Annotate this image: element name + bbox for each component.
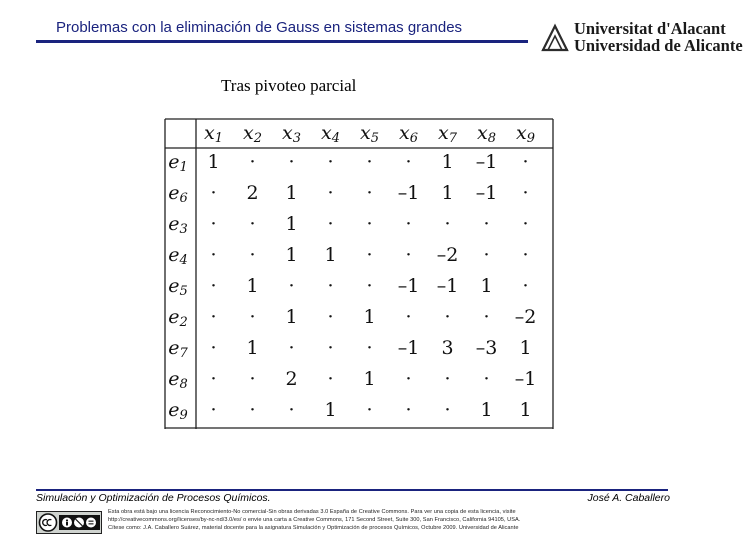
footer-divider bbox=[36, 489, 668, 491]
matrix-cell: –2 bbox=[514, 306, 537, 328]
matrix-cell: · bbox=[249, 244, 256, 266]
matrix-cell: · bbox=[210, 368, 217, 390]
matrix-cell: · bbox=[288, 399, 295, 421]
matrix-cell: · bbox=[444, 306, 451, 328]
row-label-e7: $e_7$ bbox=[168, 337, 188, 361]
matrix-cell: –1 bbox=[397, 275, 420, 297]
matrix-cell: 1 bbox=[363, 306, 376, 328]
matrix-cell: · bbox=[522, 213, 529, 235]
row-label-e2: $e_2$ bbox=[168, 306, 188, 330]
matrix-cell: 1 bbox=[441, 182, 454, 204]
footer-author: José A. Caballero bbox=[587, 492, 670, 504]
license-line: http://creativecommons.org/licenses/by-nc-nd/3.0/es/ o envie una carta a Creative Commons, 171 Second Street, Suite 300, San Francisco, California 94105, USA. bbox=[108, 517, 521, 523]
matrix-cell: · bbox=[327, 337, 334, 359]
matrix-cell: · bbox=[210, 275, 217, 297]
matrix-cell: · bbox=[444, 368, 451, 390]
matrix-cell: · bbox=[444, 213, 451, 235]
matrix-cell: · bbox=[405, 213, 412, 235]
row-label-e9: $e_9$ bbox=[168, 399, 188, 423]
matrix-cell: · bbox=[249, 306, 256, 328]
matrix-cell: · bbox=[327, 275, 334, 297]
row-label-e6: $e_6$ bbox=[168, 182, 188, 206]
university-emblem-icon bbox=[540, 20, 570, 54]
matrix-cell: · bbox=[210, 213, 217, 235]
license-notice bbox=[108, 508, 688, 532]
column-header-x9: $x_9$ bbox=[516, 122, 535, 146]
matrix-cell: 3 bbox=[441, 337, 454, 359]
matrix-cell: 2 bbox=[285, 368, 298, 390]
column-header-x5: $x_5$ bbox=[360, 122, 379, 146]
logo-text-spanish: Universidad de Alicante bbox=[574, 36, 743, 55]
matrix-cell: · bbox=[522, 275, 529, 297]
column-header-x6: $x_6$ bbox=[399, 122, 418, 146]
header-divider bbox=[36, 40, 528, 43]
matrix-cell: 1 bbox=[285, 244, 298, 266]
matrix-cell: · bbox=[366, 399, 373, 421]
matrix-cell: · bbox=[249, 151, 256, 173]
matrix-cell: 1 bbox=[441, 151, 454, 173]
matrix-cell: · bbox=[288, 151, 295, 173]
footer-course-name: Simulación y Optimización de Procesos Químicos. bbox=[36, 492, 271, 504]
matrix-cell: · bbox=[366, 244, 373, 266]
matrix-cell: · bbox=[288, 337, 295, 359]
matrix-cell: · bbox=[405, 244, 412, 266]
row-label-e5: $e_5$ bbox=[168, 275, 188, 299]
matrix-cell: · bbox=[327, 368, 334, 390]
matrix-cell: –2 bbox=[436, 244, 459, 266]
matrix-cell: · bbox=[249, 399, 256, 421]
matrix-cell: · bbox=[210, 399, 217, 421]
row-label-e3: $e_3$ bbox=[168, 213, 188, 237]
matrix-cell: –1 bbox=[436, 275, 459, 297]
matrix-cell: –1 bbox=[514, 368, 537, 390]
column-header-x2: $x_2$ bbox=[243, 122, 262, 146]
matrix-cell: · bbox=[249, 368, 256, 390]
matrix-cell: –3 bbox=[475, 337, 498, 359]
matrix-cell: · bbox=[483, 306, 490, 328]
matrix-cell: 1 bbox=[519, 399, 532, 421]
license-line: Cítese como: J.A. Caballero Suárez, material docente para la asignatura Simulación y Optimización de procesos Químicos, Octubre 2009. Universidad de Alicante bbox=[108, 525, 519, 531]
matrix-cell: · bbox=[483, 213, 490, 235]
matrix-cell: 1 bbox=[285, 182, 298, 204]
matrix-cell: 1 bbox=[519, 337, 532, 359]
column-header-x3: $x_3$ bbox=[282, 122, 301, 146]
logo-text-valencian: Universitat d'Alacant bbox=[574, 19, 726, 38]
matrix-cell: · bbox=[405, 151, 412, 173]
incidence-matrix bbox=[164, 119, 554, 429]
matrix-cell: 1 bbox=[285, 213, 298, 235]
matrix-cell: · bbox=[444, 399, 451, 421]
matrix-cell: –1 bbox=[397, 182, 420, 204]
matrix-cell: · bbox=[210, 306, 217, 328]
matrix-cell: –1 bbox=[475, 151, 498, 173]
matrix-cell: 1 bbox=[363, 368, 376, 390]
matrix-cell: 1 bbox=[480, 275, 493, 297]
matrix-cell: · bbox=[366, 182, 373, 204]
matrix-cell: · bbox=[366, 337, 373, 359]
matrix-cell: · bbox=[288, 275, 295, 297]
column-header-x1: $x_1$ bbox=[204, 122, 223, 146]
matrix-cell: · bbox=[522, 151, 529, 173]
column-header-x4: $x_4$ bbox=[321, 122, 340, 146]
matrix-cell: –1 bbox=[397, 337, 420, 359]
matrix-cell: 1 bbox=[285, 306, 298, 328]
university-logo bbox=[540, 19, 743, 55]
matrix-cell: · bbox=[210, 182, 217, 204]
creative-commons-icon bbox=[36, 511, 102, 534]
matrix-cell: · bbox=[327, 306, 334, 328]
license-line: Esta obra está bajo una licencia Reconocimiento-No comercial-Sin obras derivadas 3.0 España de Creative Commons. Para ver una copia de esta licencia, visite bbox=[108, 509, 516, 515]
matrix-cell: · bbox=[249, 213, 256, 235]
matrix-cell: · bbox=[366, 275, 373, 297]
matrix-cell: · bbox=[366, 151, 373, 173]
row-label-e4: $e_4$ bbox=[168, 244, 188, 268]
matrix-cell: · bbox=[210, 337, 217, 359]
matrix-cell: 1 bbox=[480, 399, 493, 421]
matrix-cell: · bbox=[405, 399, 412, 421]
page-title: Problemas con la eliminación de Gauss en sistemas grandes bbox=[56, 19, 463, 36]
column-header-x7: $x_7$ bbox=[438, 122, 457, 146]
slide-subtitle: Tras pivoteo parcial bbox=[221, 76, 357, 95]
matrix-cell: · bbox=[522, 182, 529, 204]
matrix-cell: · bbox=[210, 244, 217, 266]
matrix-cell: · bbox=[327, 151, 334, 173]
column-header-x8: $x_8$ bbox=[477, 122, 496, 146]
matrix-cell: · bbox=[327, 182, 334, 204]
matrix-cell: · bbox=[522, 244, 529, 266]
row-label-e1: $e_1$ bbox=[168, 151, 188, 175]
matrix-cell: 1 bbox=[324, 399, 337, 421]
matrix-cell: 1 bbox=[246, 337, 259, 359]
matrix-cell: 2 bbox=[246, 182, 259, 204]
matrix-cell: –1 bbox=[475, 182, 498, 204]
matrix-cell: 1 bbox=[324, 244, 337, 266]
matrix-cell: · bbox=[366, 213, 373, 235]
matrix-cell: · bbox=[483, 368, 490, 390]
matrix-cell: · bbox=[483, 244, 490, 266]
matrix-cell: 1 bbox=[207, 151, 220, 173]
matrix-cell: 1 bbox=[246, 275, 259, 297]
row-label-e8: $e_8$ bbox=[168, 368, 188, 392]
matrix-cell: · bbox=[405, 306, 412, 328]
matrix-cell: · bbox=[327, 213, 334, 235]
matrix-cell: · bbox=[405, 368, 412, 390]
